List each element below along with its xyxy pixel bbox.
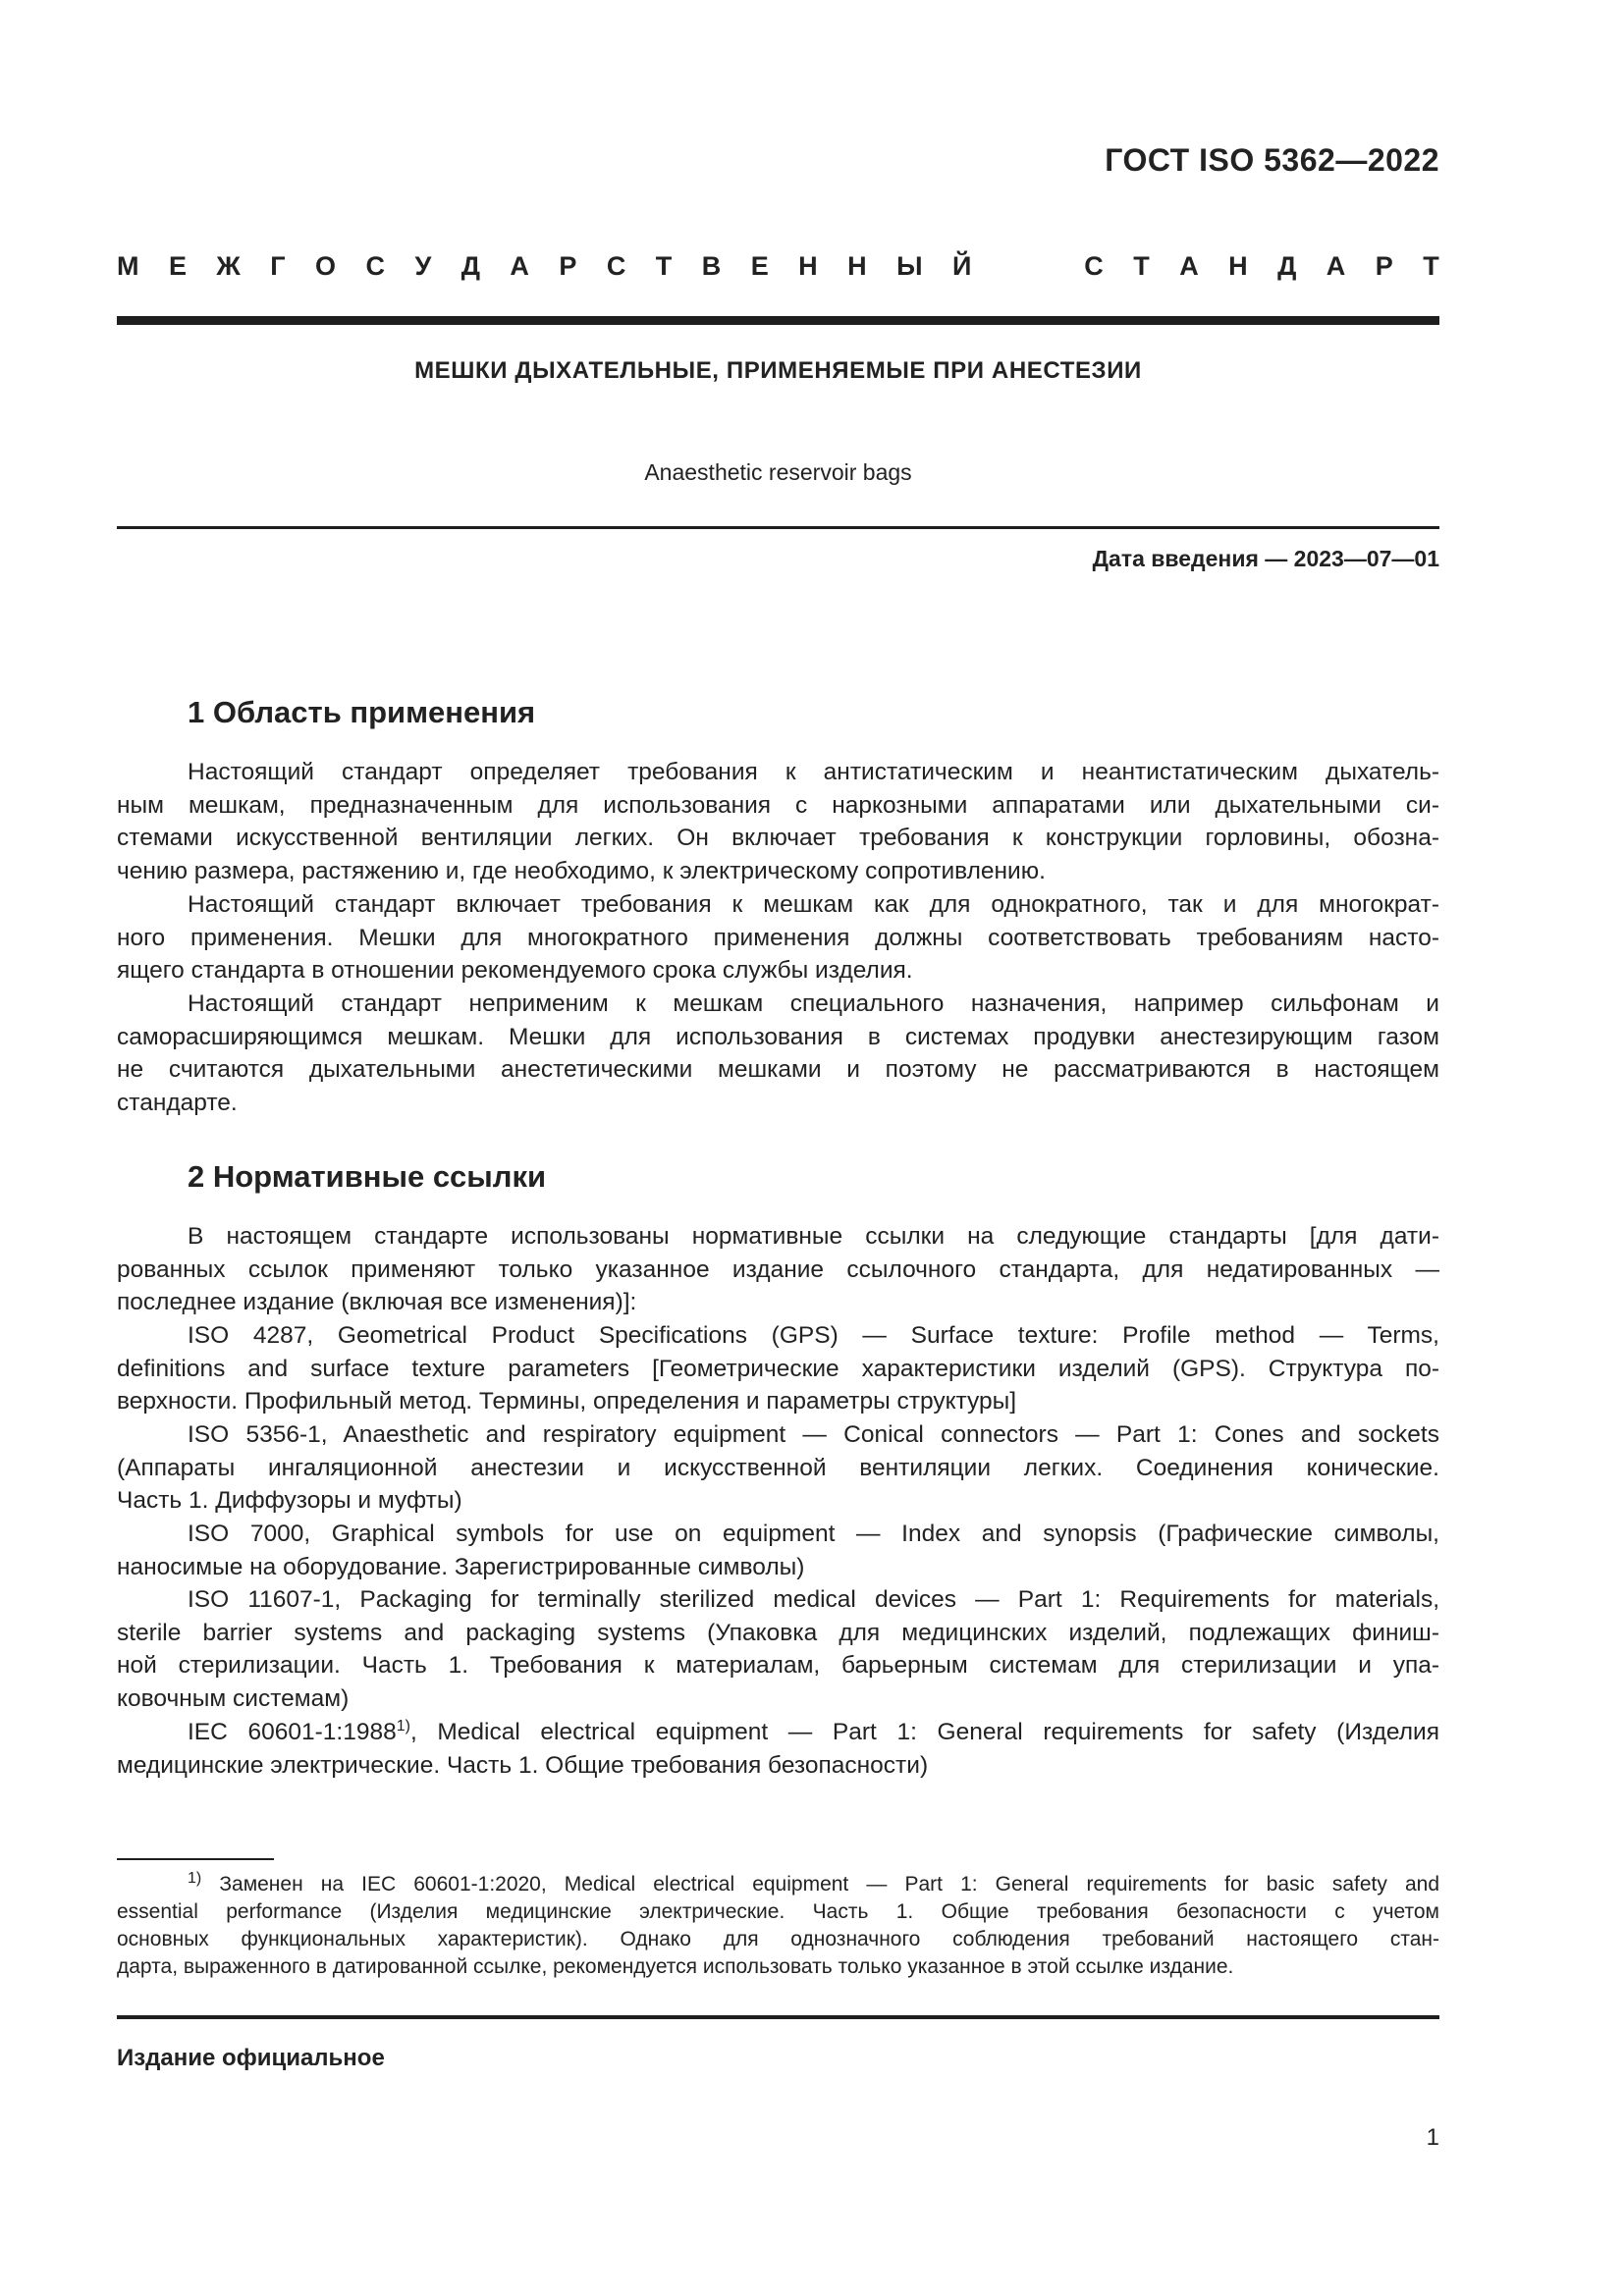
text-line: ковочным системам)	[117, 1684, 350, 1712]
text-line: стандарте.	[117, 1089, 238, 1116]
banner-letter: Т	[655, 251, 673, 281]
text-line: наносимые на оборудование. Зарегистрированные символы)	[117, 1553, 805, 1580]
text-line: ISO 11607-1, Packaging for terminally sterilized medical devices — Part 1: Requirements for materials,	[188, 1586, 1439, 1613]
banner-letter: Д	[460, 251, 480, 281]
footnote-marker: 1)	[396, 1717, 410, 1735]
footnote-separator	[117, 1858, 274, 1860]
text-line: В настоящем стандарте использованы нормативные ссылки на следующие стандарты [для дати-	[188, 1223, 1439, 1250]
document-title-en: Anaesthetic reservoir bags	[644, 459, 912, 485]
banner-letter: Е	[168, 251, 187, 281]
text-line: последнее издание (включая все изменения)]:	[117, 1289, 637, 1315]
banner-letter: Ы	[896, 251, 923, 281]
section-2-paragraph	[117, 1220, 1439, 1319]
banner-letter: А	[1326, 251, 1346, 281]
banner-letter: М	[117, 251, 139, 281]
text-line: ного применения. Мешки для многократного применения должны соответствовать требованиям насто-	[117, 924, 1439, 951]
reference-text: , Medical electrical equipment — Part 1: General requirements for safety (Изделия	[409, 1719, 1439, 1745]
text-line: essential performance (Изделия медицинские электрические. Часть 1. Общие требования безопасности с учетом	[117, 1900, 1439, 1923]
normative-reference-iso-7000	[117, 1518, 1439, 1583]
banner-letter: Т	[1423, 251, 1439, 281]
text-line: Настоящий стандарт неприменим к мешкам специального назначения, например сильфонам и	[188, 990, 1439, 1017]
normative-reference-iso-5356-1	[117, 1418, 1439, 1518]
banner-letter: Н	[847, 251, 867, 281]
standard-type-banner	[117, 251, 1439, 282]
banner-letter: С	[606, 251, 626, 281]
introduction-date: Дата введения — 2023—07—01	[1092, 546, 1439, 571]
text-line: ной стерилизации. Часть 1. Требования к материалам, барьерным системам для стерилизации и упа-	[117, 1652, 1439, 1679]
text-line: Настоящий стандарт включает требования к мешкам как для однократного, так и для многократ-	[188, 891, 1439, 918]
text-line: ISO 7000, Graphical symbols for use on equipment — Index and synopsis (Графические символы,	[188, 1521, 1439, 1547]
section-1-paragraph	[117, 756, 1439, 887]
banner-letter: Н	[1228, 251, 1248, 281]
text-line: основных функциональных характеристик). Однако для однозначного соблюдения требований настоящего стан-	[117, 1928, 1439, 1950]
banner-letter: А	[510, 251, 529, 281]
normative-reference-iso-4287	[117, 1319, 1439, 1418]
banner-letter: Ж	[216, 251, 241, 281]
banner-letter: О	[315, 251, 337, 281]
text-line: ISO 5356-1, Anaesthetic and respiratory equipment — Conical connectors — Part 1: Cones and sockets	[188, 1421, 1439, 1448]
banner-letter: В	[701, 251, 722, 281]
text-line: дарта, выраженного в датированной ссылке, рекомендуется использовать только указанное в этой ссылке издание.	[117, 1955, 1234, 1978]
text-line: медицинские электрические. Часть 1. Общие требования безопасности)	[117, 1751, 929, 1779]
banner-letter: Т	[1133, 251, 1150, 281]
banner-letter: Н	[798, 251, 818, 281]
normative-reference-iec-60601-1	[117, 1716, 1439, 1782]
normative-reference-iso-11607-1	[117, 1583, 1439, 1715]
banner-letter: Р	[1375, 251, 1393, 281]
text-line: стемами искусственной вентиляции легких. Он включает требования к конструкции горловины, обозна-	[117, 825, 1439, 851]
banner-letter: Д	[1277, 251, 1297, 281]
document-title-ru: МЕШКИ ДЫХАТЕЛЬНЫЕ, ПРИМЕНЯЕМЫЕ ПРИ АНЕСТЕЗИИ	[414, 357, 1142, 384]
text-line: саморасширяющимся мешкам. Мешки для использования в системах продувки анестезирующим газом	[117, 1023, 1439, 1050]
header-divider-thick	[117, 316, 1439, 325]
banner-word-gap	[1001, 251, 1055, 282]
footnote	[117, 1871, 1439, 1981]
section-1-paragraph	[117, 988, 1439, 1119]
text-line: не считаются дыхательными анестетическими мешками и поэтому не рассматриваются в настоящем	[117, 1056, 1439, 1083]
banner-letter: С	[365, 251, 386, 281]
text-line: (Аппараты ингаляционной анестезии и искусственной вентиляции легких. Соединения конические.	[117, 1454, 1439, 1481]
text-line: Часть 1. Диффузоры и муфты)	[117, 1487, 462, 1514]
text-line: ISO 4287, Geometrical Product Specifications (GPS) — Surface texture: Profile method — Terms,	[188, 1322, 1439, 1349]
text-line: definitions and surface texture parameters [Геометрические характеристики изделий (GPS). Структура по-	[117, 1355, 1439, 1382]
banner-letter: Р	[559, 251, 577, 281]
banner-letter: С	[1084, 251, 1104, 281]
text-line: sterile barrier systems and packaging systems (Упаковка для медицинских изделий, подлежащих финиш-	[117, 1619, 1439, 1646]
text-line: рованных ссылок применяют только указанное издание ссылочного стандарта, для недатированных —	[117, 1255, 1439, 1283]
text-line: чению размера, растяжению и, где необходимо, к электрическому сопротивлению.	[117, 857, 1046, 884]
text-line	[117, 1871, 1439, 1898]
text-line: верхности. Профильный метод. Термины, определения и параметры структуры]	[117, 1388, 1017, 1415]
footnote-text: Заменен на IEC 60601-1:2020, Medical electrical equipment — Part 1: General requirements for basic safety and	[201, 1873, 1439, 1896]
document-code: ГОСТ ISO 5362—2022	[1105, 142, 1439, 178]
section-1-heading: 1 Область применения	[188, 695, 536, 729]
official-edition-label: Издание официальное	[117, 2045, 385, 2071]
banner-letter: Г	[270, 251, 286, 281]
section-2-heading: 2 Нормативные ссылки	[188, 1159, 547, 1194]
footnote-marker: 1)	[188, 1870, 202, 1887]
banner-letter: Й	[951, 251, 972, 281]
banner-letter: Е	[750, 251, 769, 281]
page-number: 1	[1426, 2124, 1439, 2151]
text-line: Настоящий стандарт определяет требования к антистатическим и неантистатическим дыхатель-	[188, 759, 1439, 785]
text-line: ным мешкам, предназначенным для использования с наркозными аппаратами или дыхательными си-	[117, 791, 1439, 819]
text-line	[117, 1716, 1439, 1749]
section-1-paragraph	[117, 888, 1439, 988]
reference-code: IEC 60601-1:1988	[188, 1719, 397, 1745]
title-divider	[117, 526, 1439, 529]
banner-letter: У	[414, 251, 432, 281]
text-line: ящего стандарта в отношении рекомендуемого срока службы изделия.	[117, 957, 913, 984]
banner-letter: А	[1179, 251, 1199, 281]
footer-divider	[117, 2015, 1439, 2019]
